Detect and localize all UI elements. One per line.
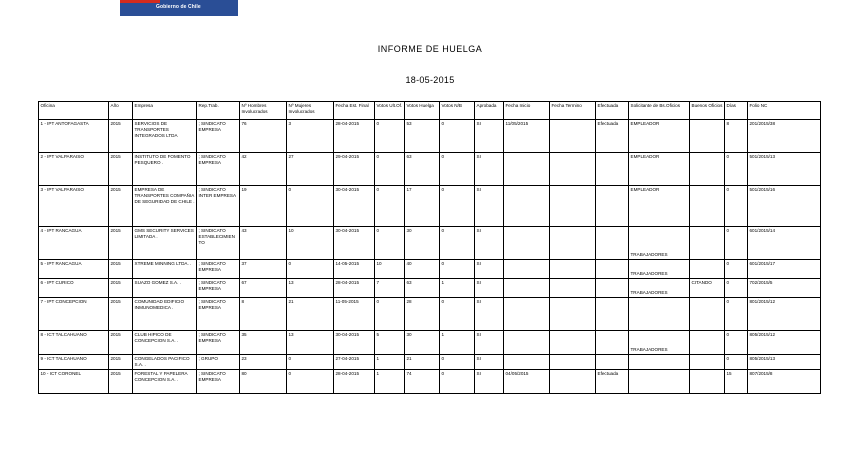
cell-fecha-inicio [504,260,550,279]
cell-rep-trab: ; SINDICATO INTER EMPRESA [197,186,240,227]
cell-anio: 2015 [109,120,133,153]
cell-fecha-est-final: 28-04-2015 [334,279,375,298]
cell-hombres: 42 [240,153,287,186]
cell-anio: 2015 [109,260,133,279]
cell-mujeres: 3 [287,120,334,153]
cell-hombres: 23 [240,355,287,370]
cell-buenos-oficios [690,153,725,186]
cell-efectuada: Efectuada [596,120,629,153]
cell-votos-nb: 0 [440,370,475,394]
column-header: Nº Mujeres Involucrados [287,102,334,120]
cell-fecha-termino [550,153,596,186]
cell-dias: 8 [725,120,748,153]
cell-solicitante: EMPLEADOR [629,153,690,186]
cell-solicitante: TRABAJADORES [629,227,690,260]
cell-solicitante: TRABAJADORES [629,331,690,355]
cell-fecha-inicio [504,355,550,370]
cell-efectuada [596,227,629,260]
cell-empresa: EMPRESA DE TRANSPORTES COMPAÑIA DE SEGURIDAD DE CHILE . [133,186,197,227]
cell-fecha-est-final: 29-04-2015 [334,153,375,186]
cell-folio-nc: 601/2015/14 [748,227,821,260]
cell-votos-ult-of: 0 [375,120,405,153]
cell-oficina: 7 - IPT CONCEPCION [39,298,109,331]
cell-folio-nc: 805/2015/13 [748,355,821,370]
column-header: Oficina [39,102,109,120]
cell-dias: 0 [725,355,748,370]
cell-votos-huelga: 63 [405,279,440,298]
cell-fecha-est-final: 30-04-2015 [334,331,375,355]
cell-aprobada: SI [475,298,504,331]
cell-rep-trab: ; SINDICATO ESTABLECIMIENTO [197,227,240,260]
cell-hombres: 8 [240,298,287,331]
cell-buenos-oficios: CITANDO [690,279,725,298]
cell-buenos-oficios [690,331,725,355]
cell-dias: 0 [725,153,748,186]
cell-aprobada: SI [475,279,504,298]
table-row [39,298,821,331]
cell-fecha-termino [550,370,596,394]
cell-fecha-est-final: 28-04-2015 [334,120,375,153]
column-header: Folio NC [748,102,821,120]
cell-dias: 0 [725,186,748,227]
cell-votos-nb: 0 [440,120,475,153]
cell-votos-ult-of: 5 [375,331,405,355]
cell-empresa: SUAZO GOMEZ S.A. . [133,279,197,298]
cell-efectuada [596,298,629,331]
cell-votos-nb: 1 [440,331,475,355]
cell-empresa: XTREME MINNING LTDA. . [133,260,197,279]
cell-votos-huelga: 63 [405,153,440,186]
cell-solicitante [629,355,690,370]
cell-fecha-termino [550,279,596,298]
cell-votos-nb: 1 [440,279,475,298]
column-header: Votos Ult.Of. [375,102,405,120]
cell-mujeres: 27 [287,153,334,186]
table-row [39,331,821,355]
cell-anio: 2015 [109,331,133,355]
cell-votos-ult-of: 0 [375,153,405,186]
cell-votos-nb: 0 [440,227,475,260]
cell-buenos-oficios [690,186,725,227]
cell-fecha-inicio [504,186,550,227]
cell-fecha-inicio [504,227,550,260]
cell-aprobada: SI [475,186,504,227]
column-header: Rep.Trab. [197,102,240,120]
cell-oficina: 2 - IPT VALPARAISO [39,153,109,186]
cell-empresa: GMS SECURITY SERVICES LIMITADA . [133,227,197,260]
cell-anio: 2015 [109,186,133,227]
cell-oficina: 1 - IPT ANTOFAGASTA [39,120,109,153]
column-header: Solicitante de Bs.Oficios [629,102,690,120]
report-date: 18-05-2015 [405,75,455,85]
cell-anio: 2015 [109,298,133,331]
cell-rep-trab: ; SINDICATO EMPRESA [197,153,240,186]
cell-aprobada: SI [475,120,504,153]
cell-rep-trab: ; SINDICATO EMPRESA [197,279,240,298]
cell-empresa: SERVICIOS DE TRANSPORTES INTEGRADOS LTDA [133,120,197,153]
cell-aprobada: SI [475,227,504,260]
cell-anio: 2015 [109,153,133,186]
cell-mujeres: 21 [287,298,334,331]
report-title: INFORME DE HUELGA [377,44,483,54]
cell-solicitante: TRABAJADORES [629,260,690,279]
cell-votos-huelga: 30 [405,331,440,355]
cell-efectuada [596,260,629,279]
cell-solicitante [629,298,690,331]
logo-red-stripe [120,0,160,3]
cell-aprobada: SI [475,331,504,355]
table-row [39,355,821,370]
cell-mujeres: 10 [287,227,334,260]
cell-votos-nb: 0 [440,186,475,227]
cell-votos-ult-of: 10 [375,260,405,279]
cell-buenos-oficios [690,355,725,370]
cell-rep-trab: ; SINDICATO EMPRESA [197,120,240,153]
cell-votos-ult-of: 1 [375,370,405,394]
cell-fecha-est-final: 28-04-2015 [334,370,375,394]
cell-fecha-termino [550,260,596,279]
strike-report-table [38,101,821,394]
cell-fecha-termino [550,298,596,331]
cell-empresa: CLUB HIPICO DE CONCEPCION S.A. . [133,331,197,355]
cell-efectuada: Efectuada [596,370,629,394]
cell-hombres: 67 [240,279,287,298]
cell-votos-ult-of: 7 [375,279,405,298]
table-row [39,186,821,227]
cell-solicitante: TRABAJADORES [629,279,690,298]
cell-votos-ult-of: 0 [375,227,405,260]
cell-votos-huelga: 40 [405,260,440,279]
cell-votos-huelga: 17 [405,186,440,227]
table-row [39,227,821,260]
cell-votos-ult-of: 1 [375,355,405,370]
cell-mujeres: 0 [287,370,334,394]
cell-fecha-inicio: 04/05/2015 [504,370,550,394]
column-header: Fecha Inicio [504,102,550,120]
cell-dias: 0 [725,279,748,298]
column-header: Empresa [133,102,197,120]
cell-oficina: 6 - IPT CURICO [39,279,109,298]
cell-fecha-termino [550,120,596,153]
column-header: Días [725,102,748,120]
cell-fecha-est-final: 30-04-2015 [334,186,375,227]
cell-solicitante: EMPLEADOR [629,186,690,227]
cell-folio-nc: 801/2015/12 [748,298,821,331]
cell-dias: 15 [725,370,748,394]
cell-folio-nc: 702/2015/5 [748,279,821,298]
cell-oficina: 10 - ICT CORONEL [39,370,109,394]
cell-fecha-termino [550,186,596,227]
cell-rep-trab: ; SINDICATO EMPRESA [197,370,240,394]
cell-hombres: 80 [240,370,287,394]
cell-votos-nb: 0 [440,260,475,279]
cell-hombres: 76 [240,120,287,153]
cell-folio-nc: 201/2015/38 [748,120,821,153]
cell-buenos-oficios [690,298,725,331]
cell-votos-huelga: 28 [405,298,440,331]
cell-anio: 2015 [109,227,133,260]
cell-fecha-inicio: 11/05/2015 [504,120,550,153]
cell-efectuada [596,331,629,355]
cell-folio-nc: 601/2015/17 [748,260,821,279]
cell-buenos-oficios [690,370,725,394]
cell-oficina: 9 - ICT TALCAHUANO [39,355,109,370]
cell-mujeres: 0 [287,355,334,370]
cell-hombres: 19 [240,186,287,227]
cell-hombres: 35 [240,331,287,355]
cell-efectuada [596,355,629,370]
cell-mujeres: 0 [287,186,334,227]
table-row [39,370,821,394]
table-header-row [39,102,821,120]
cell-anio: 2015 [109,355,133,370]
cell-fecha-est-final: 27-04-2015 [334,355,375,370]
cell-dias: 0 [725,260,748,279]
cell-oficina: 8 - ICT TALCAHUANO [39,331,109,355]
cell-votos-huelga: 74 [405,370,440,394]
cell-fecha-termino [550,331,596,355]
cell-hombres: 37 [240,260,287,279]
cell-empresa: CONGELADOS PACIFICO S.A. . [133,355,197,370]
cell-solicitante [629,370,690,394]
cell-votos-ult-of: 0 [375,298,405,331]
column-header: Aprobada [475,102,504,120]
cell-buenos-oficios [690,260,725,279]
cell-fecha-inicio [504,298,550,331]
table-row [39,120,821,153]
cell-anio: 2015 [109,370,133,394]
cell-dias: 0 [725,331,748,355]
logo-text: Gobierno de Chile [156,4,201,10]
cell-folio-nc: 807/2015/8 [748,370,821,394]
cell-fecha-inicio [504,153,550,186]
cell-votos-nb: 0 [440,298,475,331]
cell-oficina: 4 - IPT RANCAGUA [39,227,109,260]
column-header: Votos Huelga [405,102,440,120]
cell-votos-nb: 0 [440,355,475,370]
cell-rep-trab: ; SINDICATO EMPRESA [197,260,240,279]
cell-efectuada [596,186,629,227]
cell-folio-nc: 501/2015/16 [748,186,821,227]
cell-fecha-est-final: 30-04-2015 [334,227,375,260]
column-header: Fecha Est. Final [334,102,375,120]
cell-efectuada [596,153,629,186]
cell-votos-huelga: 53 [405,120,440,153]
cell-aprobada: SI [475,260,504,279]
column-header: Efectuada [596,102,629,120]
cell-buenos-oficios [690,227,725,260]
cell-aprobada: SI [475,153,504,186]
column-header: Fecha Termino [550,102,596,120]
cell-votos-huelga: 21 [405,355,440,370]
column-header: Nº Hombres Involucrados [240,102,287,120]
cell-folio-nc: 501/2015/13 [748,153,821,186]
cell-fecha-inicio [504,331,550,355]
cell-mujeres: 13 [287,279,334,298]
table-row [39,279,821,298]
table-row [39,260,821,279]
cell-folio-nc: 805/2015/12 [748,331,821,355]
cell-solicitante: EMPLEADOR [629,120,690,153]
cell-aprobada: SI [475,370,504,394]
cell-empresa: COMUNIDAD EDIFICIO INMUNOMEDICA . [133,298,197,331]
column-header: Año [109,102,133,120]
cell-mujeres: 0 [287,260,334,279]
column-header: Votos N/B [440,102,475,120]
cell-fecha-est-final: 11-05-2015 [334,298,375,331]
cell-fecha-est-final: 14-05-2015 [334,260,375,279]
cell-rep-trab: ; SINDICATO EMPRESA [197,331,240,355]
cell-fecha-termino [550,355,596,370]
cell-rep-trab: ; GRUPO [197,355,240,370]
cell-empresa: FORESTAL Y PAPELERA CONCEPCION S.A. . [133,370,197,394]
cell-votos-ult-of: 0 [375,186,405,227]
cell-dias: 0 [725,227,748,260]
cell-votos-nb: 0 [440,153,475,186]
cell-fecha-inicio [504,279,550,298]
cell-efectuada [596,279,629,298]
cell-anio: 2015 [109,279,133,298]
column-header: Buenos Oficios [690,102,725,120]
cell-votos-huelga: 30 [405,227,440,260]
cell-aprobada: SI [475,355,504,370]
cell-buenos-oficios [690,120,725,153]
cell-dias: 0 [725,298,748,331]
cell-empresa: INSTITUTO DE FOMENTO PESQUERO . [133,153,197,186]
cell-mujeres: 13 [287,331,334,355]
cell-oficina: 3 - IPT VALPARAISO [39,186,109,227]
cell-rep-trab: ; SINDICATO EMPRESA [197,298,240,331]
cell-fecha-termino [550,227,596,260]
cell-oficina: 5 - IPT RANCAGUA [39,260,109,279]
cell-hombres: 43 [240,227,287,260]
table-row [39,153,821,186]
